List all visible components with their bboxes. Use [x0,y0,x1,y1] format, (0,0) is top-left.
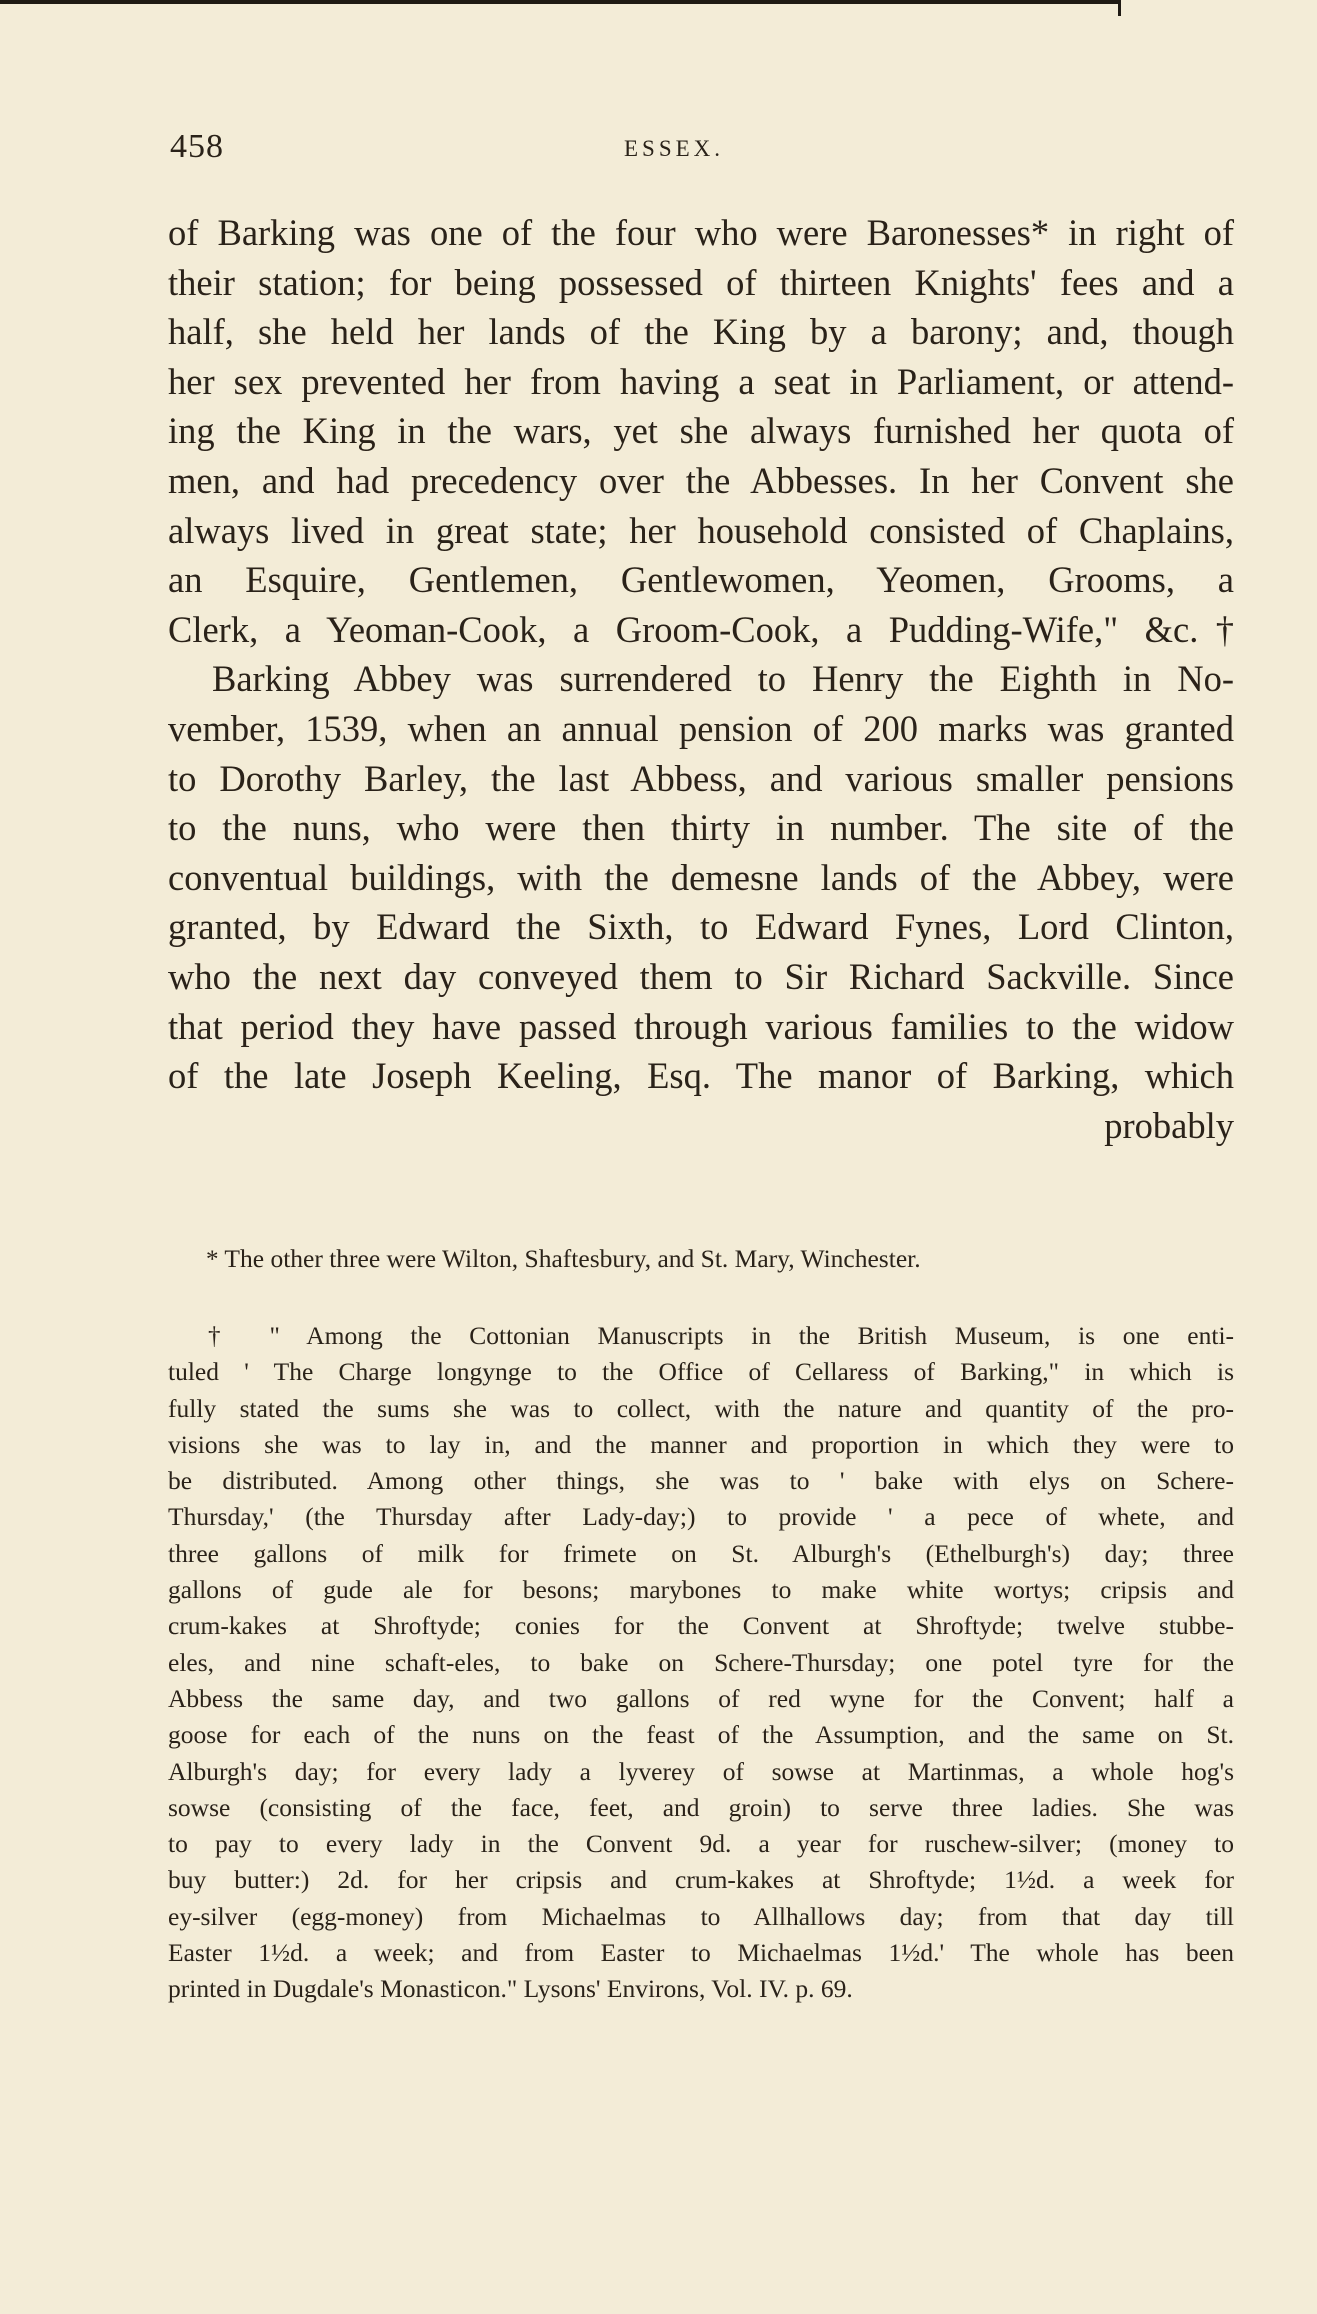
body-line: vember, 1539, when an annual pension of 200 marks was granted [168,707,1234,749]
body-line: who the next day conveyed them to Sir Richard Sackville. Since [168,955,1234,997]
body-line: that period they have passed through various families to the widow [168,1005,1234,1047]
footnote-star [206,1244,921,1274]
footnote-line: be distributed. Among other things, she was to ' bake with elys on Schere- [168,1466,1234,1496]
page-corner-edge [1118,0,1121,16]
footnote-line-text: " Among the Cottonian Manuscripts in the British Museum, is one enti- [269,1321,1235,1350]
body-line: Clerk, a Yeoman-Cook, a Groom-Cook, a Pudding-Wife," &c.† [168,608,1234,650]
body-text [168,208,1234,1150]
footnote-line: visions she was to lay in, and the manner and proportion in which they were to [168,1429,1234,1459]
footnote-line [168,1318,1234,1354]
footnote-line: three gallons of milk for frimete on St. Alburgh's (Ethelburgh's) day; three [168,1538,1234,1568]
footnote-star-marker: * [206,1246,219,1273]
body-line: conventual buildings, with the demesne lands of the Abbey, were [168,856,1234,898]
footnote-line: gallons of gude ale for besons; marybones to make white wortys; cripsis and [168,1575,1234,1605]
running-head [170,128,1234,168]
body-line: ing the King in the wars, yet she always furnished her quota of [168,410,1234,452]
footnote-line: fully stated the sums she was to collect, with the nature and quantity of the pro- [168,1393,1234,1423]
body-line: Barking Abbey was surrendered to Henry the Eighth in No- [212,658,1234,700]
body-line: half, she held her lands of the King by a barony; and, though [168,311,1234,353]
footnote-line: crum-kakes at Shroftyde; conies for the Convent at Shroftyde; twelve stubbe- [168,1611,1234,1641]
footnote-line: tuled ' The Charge longynge to the Office of Cellaress of Barking," in which is [168,1357,1234,1387]
footnote-line: eles, and nine schaft-eles, to bake on Schere-Thursday; one potel tyre for the [168,1647,1234,1677]
footnote-star-text: The other three were Wilton, Shaftesbury, and St. Mary, Winchester. [224,1244,921,1273]
catchword: probably [1104,1104,1234,1146]
body-line: to the nuns, who were then thirty in number. The site of the [168,807,1234,849]
body-line: of Barking was one of the four who were Baronesses* in right of [168,212,1234,253]
footnote-line: Thursday,' (the Thursday after Lady-day;) to provide ' a pece of whete, and [168,1502,1234,1532]
body-line: granted, by Edward the Sixth, to Edward Fynes, Lord Clinton, [168,906,1234,948]
footnote-line: printed in Dugdale's Monasticon." Lysons' Environs, Vol. IV. p. 69. [168,1974,853,2004]
body-line: of the late Joseph Keeling, Esq. The manor of Barking, which [168,1055,1234,1097]
body-line: their station; for being possessed of thirteen Knights' fees and a [168,261,1234,303]
body-line: an Esquire, Gentlemen, Gentlewomen, Yeomen, Grooms, a [168,559,1234,601]
footnote-line: sowse (consisting of the face, feet, and groin) to serve three ladies. She was [168,1792,1234,1822]
footnote-line: goose for each of the nuns on the feast of the Assumption, and the same on St. [168,1720,1234,1750]
body-line: always lived in great state; her household consisted of Chaplains, [168,509,1234,551]
footnote-line: ey-silver (egg-money) from Michaelmas to Allhallows day; from that day till [168,1901,1234,1931]
footnote-dagger-marker: † [208,1323,242,1350]
footnote-line: Alburgh's day; for every lady a lyverey of sowse at Martinmas, a whole hog's [168,1756,1234,1786]
footnote-line: Easter 1½d. a week; and from Easter to Michaelmas 1½d.' The whole has been [168,1938,1234,1968]
body-line: to Dorothy Barley, the last Abbess, and various smaller pensions [168,757,1234,799]
section-title: ESSEX. [624,136,725,161]
footnote-line: buy butter:) 2d. for her cripsis and crum-kakes at Shroftyde; 1½d. a week for [168,1865,1234,1895]
footnote-line: Abbess the same day, and two gallons of red wyne for the Convent; half a [168,1683,1234,1713]
body-line: men, and had precedency over the Abbesses. In her Convent she [168,459,1234,501]
page-number: 458 [170,128,224,165]
footnote-line: to pay to every lady in the Convent 9d. a year for ruschew-silver; (money to [168,1829,1234,1859]
page-top-edge [0,0,1120,4]
footnote-dagger [168,1318,1234,2008]
body-line: her sex prevented her from having a seat in Parliament, or attend- [168,360,1234,402]
